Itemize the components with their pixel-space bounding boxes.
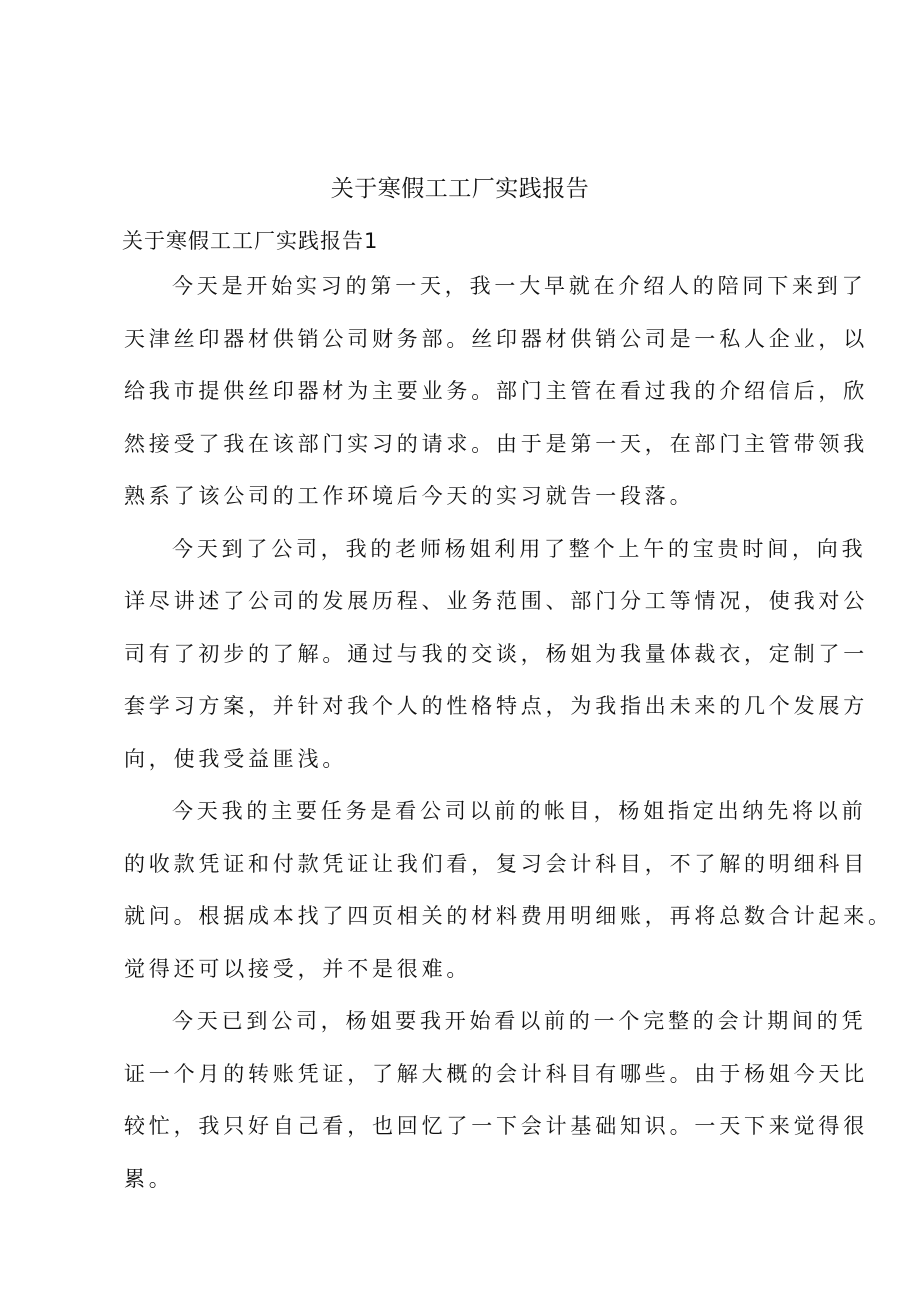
text-line: 向，使我受益匪浅。 [124, 746, 348, 771]
section-heading: 关于寒假工工厂实践报告1 [122, 229, 379, 253]
text-line: 觉得还可以接受，并不是很难。 [124, 956, 472, 981]
text-line: 今天是开始实习的第一天，我一大早就在介绍人的陪同下来到了 [172, 274, 867, 298]
document-title: 关于寒假工工厂实践报告 [330, 176, 590, 202]
text-line: 累。 [124, 1166, 174, 1191]
text-line: 今天到了公司，我的老师杨姐利用了整个上午的宝贵时间，向我 [172, 536, 867, 561]
text-line: 证一个月的转账凭证，了解大概的会计科目有哪些。由于杨姐今天比 [124, 1061, 868, 1086]
text-line: 的收款凭证和付款凭证让我们看，复习会计科目，不了解的明细科目 [124, 851, 868, 876]
text-line: 给我市提供丝印器材为主要业务。部门主管在看过我的介绍信后，欣 [124, 379, 868, 403]
text-line: 司有了初步的了解。通过与我的交谈，杨姐为我量体裁衣，定制了一 [124, 641, 868, 666]
text-line: 就问。根据成本找了四页相关的材料费用明细账，再将总数合计起来。 [124, 904, 893, 928]
text-line: 然接受了我在该部门实习的请求。由于是第一天，在部门主管带领我 [124, 431, 868, 456]
document-body [124, 268, 893, 1213]
paragraph-2 [124, 531, 868, 794]
text-line: 详尽讲述了公司的发展历程、业务范围、部门分工等情况，使我对公 [124, 589, 868, 613]
text-line: 今天我的主要任务是看公司以前的帐目，杨姐指定出纳先将以前 [172, 799, 867, 823]
paragraph-3 [124, 793, 893, 1003]
text-line: 较忙，我只好自己看，也回忆了一下会计基础知识。一天下来觉得很 [124, 1114, 868, 1138]
text-line: 今天已到公司，杨姐要我开始看以前的一个完整的会计期间的凭 [172, 1009, 867, 1033]
paragraph-1 [124, 268, 868, 531]
text-line: 天津丝印器材供销公司财务部。丝印器材供销公司是一私人企业，以 [124, 326, 868, 351]
paragraph-4 [124, 1003, 868, 1213]
text-line: 套学习方案，并针对我个人的性格特点，为我指出未来的几个发展方 [124, 694, 868, 718]
text-line: 熟系了该公司的工作环境后今天的实习就告一段落。 [124, 484, 695, 508]
